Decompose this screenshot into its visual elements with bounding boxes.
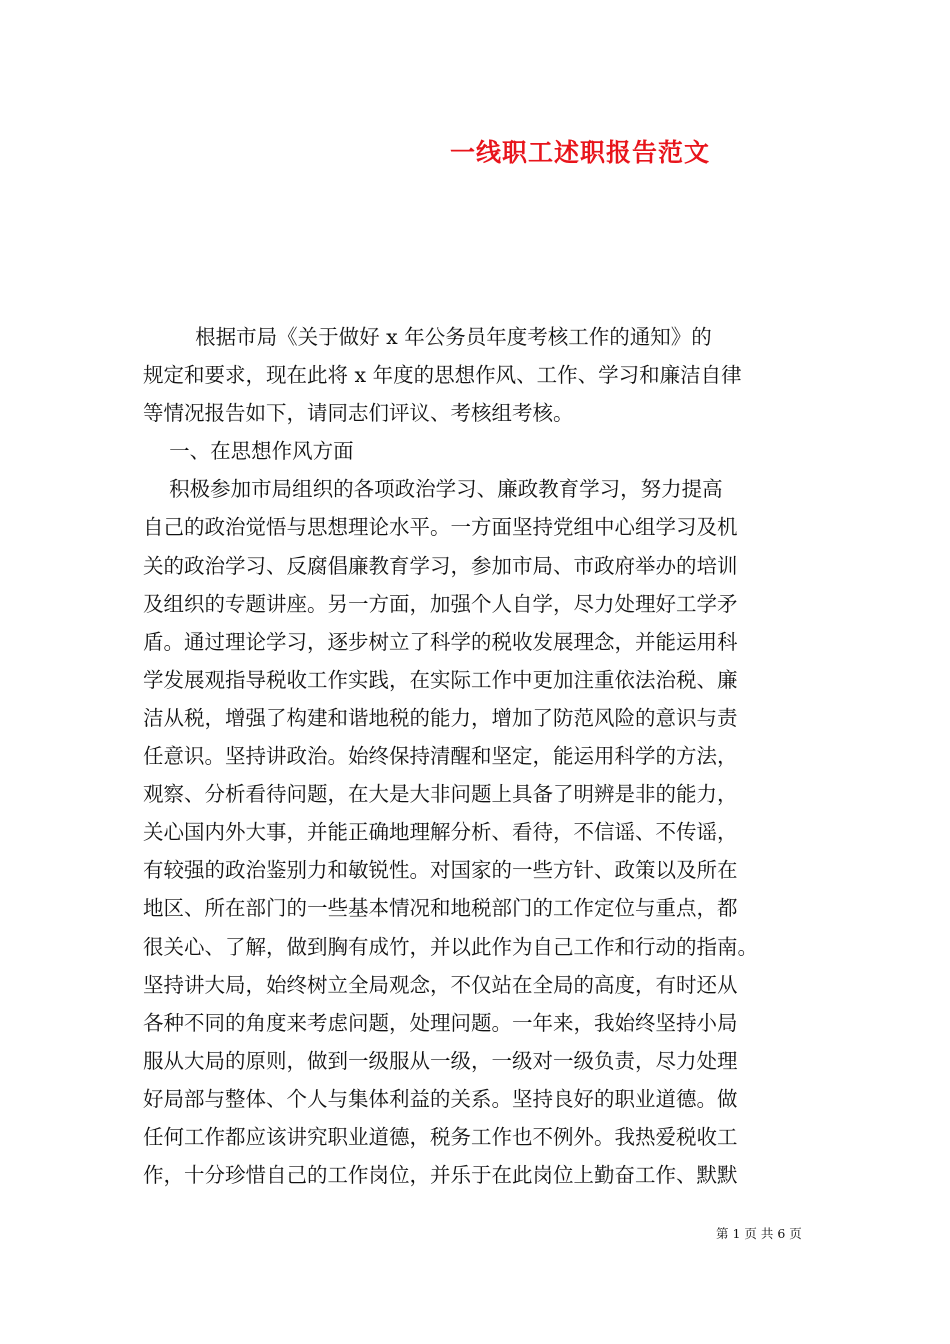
body-line: 自己的政治觉悟与思想理论水平。一方面坚持党组中心组学习及机 xyxy=(143,515,738,540)
section-heading: 一、在思想作风方面 xyxy=(143,439,354,464)
body-line: 关心国内外大事，并能正确地理解分析、看待，不信谣、不传谣， xyxy=(143,820,738,845)
body-line: 任意识。坚持讲政治。始终保持清醒和坚定，能运用科学的方法， xyxy=(143,744,738,769)
body-line: 学发展观指导税收工作实践，在实际工作中更加注重依法治税、廉 xyxy=(143,667,738,692)
document-title: 一线职工述职报告范文 xyxy=(450,138,711,167)
body-line: 关的政治学习、反腐倡廉教育学习，参加市局、市政府举办的培训 xyxy=(143,553,738,578)
body-line: 很关心、了解，做到胸有成竹，并以此作为自己工作和行动的指南。 xyxy=(143,934,758,959)
body-line: 各种不同的角度来考虑问题，处理问题。一年来，我始终坚持小局 xyxy=(143,1010,738,1035)
body-line: 坚持讲大局，始终树立全局观念，不仅站在全局的高度，有时还从 xyxy=(143,972,738,997)
body-line: 积极参加市局组织的各项政治学习、廉政教育学习，努力提高 xyxy=(143,477,723,502)
body-line: 任何工作都应该讲究职业道德，税务工作也不例外。我热爱税收工 xyxy=(143,1124,738,1149)
body-line: 洁从税，增强了构建和谐地税的能力，增加了防范风险的意识与责 xyxy=(143,705,738,730)
body-line: 地区、所在部门的一些基本情况和地税部门的工作定位与重点，都 xyxy=(143,896,738,921)
page-number: 第 1 页 共 6 页 xyxy=(716,1226,802,1241)
body-line: 根据市局《关于做好 x 年公务员年度考核工作的通知》的 xyxy=(143,325,712,349)
body-line: 盾。通过理论学习，逐步树立了科学的税收发展理念，并能运用科 xyxy=(143,629,738,654)
body-line: 作，十分珍惜自己的工作岗位，并乐于在此岗位上勤奋工作、默默 xyxy=(143,1163,738,1188)
body-line: 等情况报告如下，请同志们评议、考核组考核。 xyxy=(143,401,574,426)
body-line: 规定和要求，现在此将 x 年度的思想作风、工作、学习和廉洁自律 xyxy=(143,363,742,388)
body-line: 服从大局的原则，做到一级服从一级，一级对一级负责，尽力处理 xyxy=(143,1048,738,1073)
document-body xyxy=(143,318,823,1194)
body-line: 及组织的专题讲座。另一方面，加强个人自学，尽力处理好工学矛 xyxy=(143,591,738,616)
body-line: 观察、分析看待问题，在大是大非问题上具备了明辨是非的能力， xyxy=(143,782,738,807)
body-line: 有较强的政治鉴别力和敏锐性。对国家的一些方针、政策以及所在 xyxy=(143,858,738,883)
body-line: 好局部与整体、个人与集体利益的关系。坚持良好的职业道德。做 xyxy=(143,1086,738,1111)
